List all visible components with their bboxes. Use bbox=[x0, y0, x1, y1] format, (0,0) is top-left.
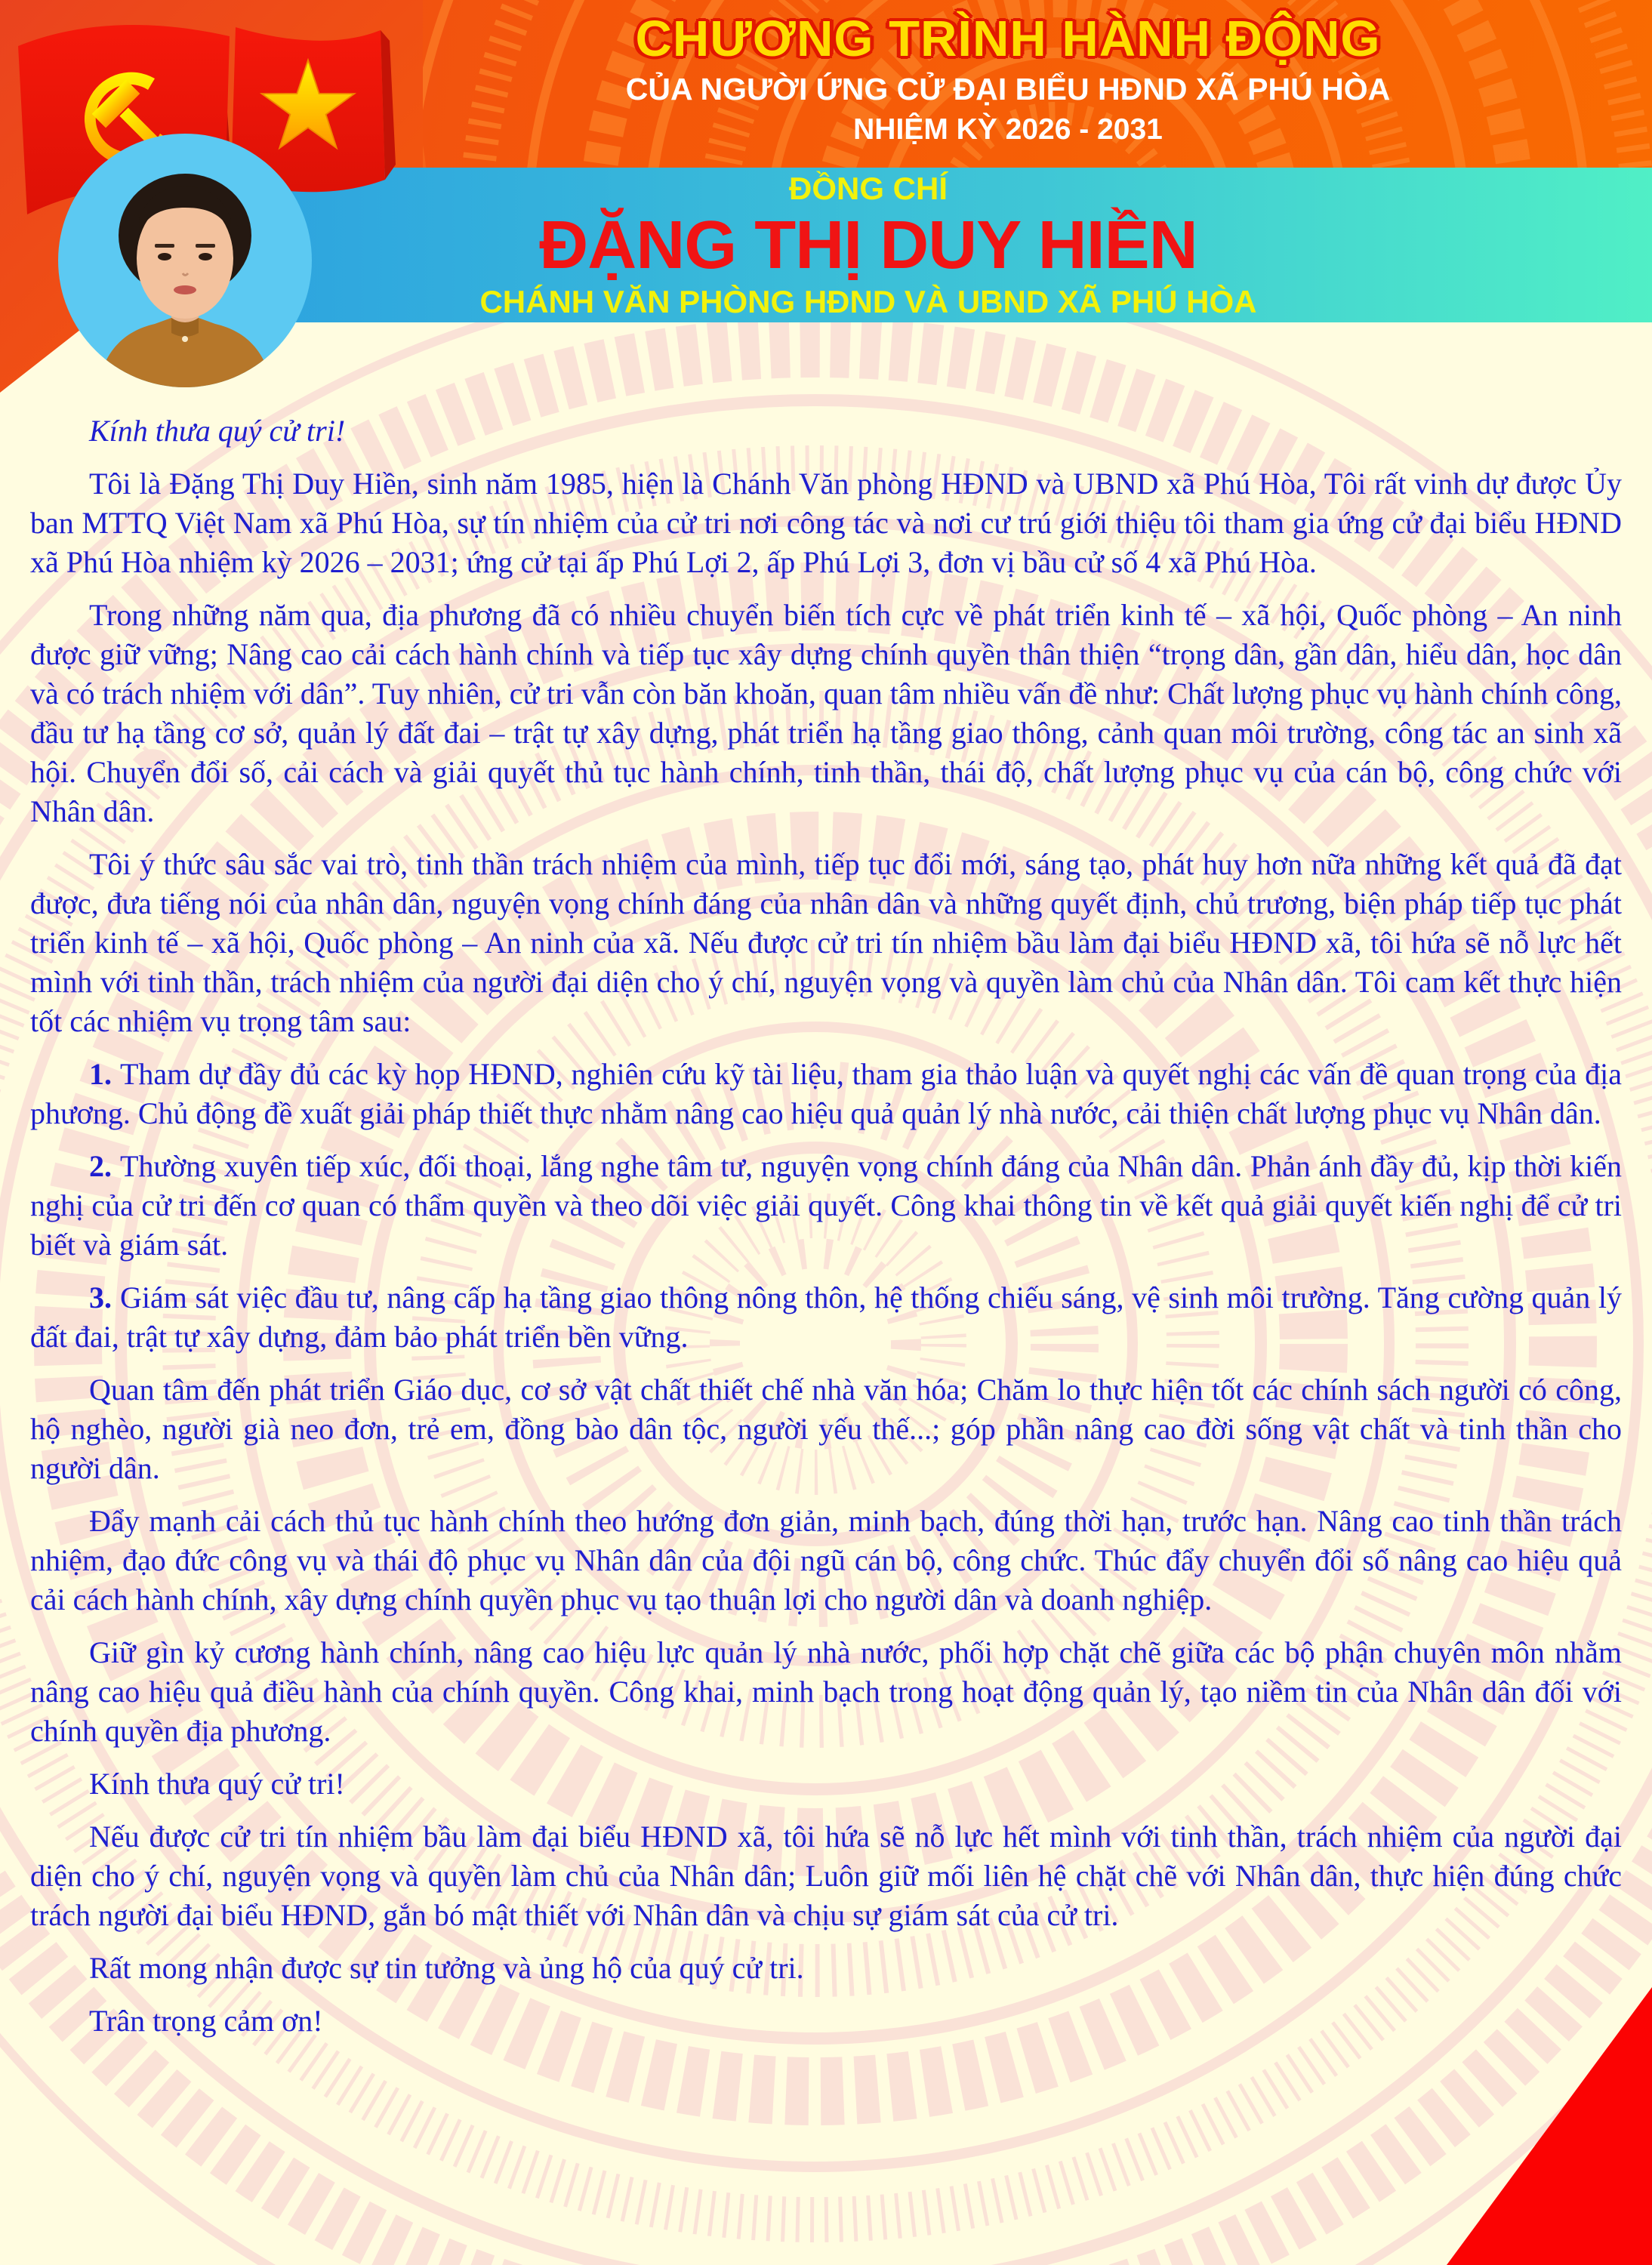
task-item-2: 2. Thường xuyên tiếp xúc, đối thoại, lắng nghe tâm tư, nguyện vọng chính đáng của Nhân dân. Phản ánh đầy đủ, kịp thời kiến nghị của cử tri đến cơ quan có thẩm quyền và theo dõi việc giải quyết. Công khai thông tin về kết quả giải quyết kiến nghị để cử tri biết và giám sát. bbox=[30, 1149, 1622, 1262]
body-text bbox=[30, 411, 1622, 2054]
paragraph-context: Trong những năm qua, địa phương đã có nhiều chuyển biến tích cực về phát triển kinh tế – xã hội, Quốc phòng – An ninh được giữ vững; Nâng cao cải cách hành chính và tiếp tục xây dựng chính quyền thân thiện “trọng dân, gần dân, hiểu dân, học dân và có trách nhiệm với dân”. Tuy nhiên, cử tri vẫn còn băn khoăn, quan tâm nhiều vấn đề như: Chất lượng phục vụ hành chính công, đầu tư hạ tầng cơ sở, quản lý đất đai – trật tự xây dựng, phát triển hạ tầng giao thông, cảnh quan môi trường, công tác an sinh xã hội. Chuyển đổi số, cải cách và giải quyết thủ tục hành chính, tinh thần, thái độ, chất lượng phục vụ của cán bộ, công chức với Nhân dân. bbox=[30, 598, 1622, 828]
candidate-band bbox=[279, 168, 1652, 322]
salutation: Kính thưa quý cử tri! bbox=[89, 414, 346, 448]
term-label: NHIỆM KỲ 2026 - 2031 bbox=[853, 113, 1163, 146]
page-title: CHƯƠNG TRÌNH HÀNH ĐỘNG bbox=[635, 11, 1381, 67]
woman-portrait-icon bbox=[58, 134, 312, 387]
paragraph-discipline: Giữ gìn kỷ cương hành chính, nâng cao hiệu lực quản lý nhà nước, phối hợp chặt chẽ giữa các bộ phận chuyên môn nhằm nâng cao hiệu quả điều hành của chính quyền. Công khai, minh bạch trong hoạt động quản lý, tạo niềm tin của Nhân dân đối với chính quyền địa phương. bbox=[30, 1635, 1622, 1748]
paragraph-intro: Tôi là Đặng Thị Duy Hiền, sinh năm 1985, hiện là Chánh Văn phòng HĐND và UBND xã Phú Hòa, Tôi rất vinh dự được Ủy ban MTTQ Việt Nam xã Phú Hòa, sự tín nhiệm của cử tri nơi công tác và nơi cư trú giới thiệu tôi tham gia ứng cử đại biểu HĐND xã Phú Hòa nhiệm kỳ 2026 – 2031; ứng cử tại ấp Phú Lợi 2, ấp Phú Lợi 3, đơn vị bầu cử số 4 xã Phú Hòa. bbox=[30, 467, 1622, 579]
paragraph-hope: Rất mong nhận được sự tin tưởng và ủng hộ của quý cử tri. bbox=[89, 1951, 804, 1985]
paragraph-admin-reform: Đẩy mạnh cải cách thủ tục hành chính theo hướng đơn giản, minh bạch, đúng thời hạn, trước hạn. Nâng cao tinh thần trách nhiệm, đạo đức công vụ và thái độ phục vụ Nhân dân của đội ngũ cán bộ, công chức. Thúc đẩy chuyển đổi số nâng cao hiệu quả cải cách hành chính, xây dựng chính quyền phục vụ tạo thuận lợi cho người dân và doanh nghiệp. bbox=[30, 1504, 1622, 1616]
paragraph-commitment: Tôi ý thức sâu sắc vai trò, tinh thần trách nhiệm của mình, tiếp tục đổi mới, sáng tạo, phát huy hơn nữa những kết quả đã đạt được, đưa tiếng nói của nhân dân, nguyện vọng chính đáng của nhân dân và những quyết định, chủ trương, biện pháp tiếp tục phát triển kinh tế – xã hội, Quốc phòng – An ninh của xã. Nếu được cử tri tín nhiệm bầu làm đại biểu HĐND xã, tôi hứa sẽ nỗ lực hết mình với tinh thần, trách nhiệm của người đại diện cho ý chí, nguyện vọng và quyền làm chủ của Nhân dân. Tôi cam kết thực hiện tốt các nhiệm vụ trọng tâm sau: bbox=[30, 847, 1622, 1038]
paragraph-welfare: Quan tâm đến phát triển Giáo dục, cơ sở vật chất thiết chế nhà văn hóa; Chăm lo thực hiện tốt các chính sách người có công, hộ nghèo, người già neo đơn, trẻ em, đồng bào dân tộc, người yếu thế...; góp phần nâng cao đời sống vật chất và tinh thần cho người dân. bbox=[30, 1373, 1622, 1485]
salutation-2: Kính thưa quý cử tri! bbox=[89, 1767, 345, 1801]
task-item-1: 1. Tham dự đầy đủ các kỳ họp HĐND, nghiên cứu kỹ tài liệu, tham gia thảo luận và quyết nghị các vấn đề quan trọng của địa phương. Chủ động đề xuất giải pháp thiết thực nhằm nâng cao hiệu quả quản lý nhà nước, cải thiện chất lượng phục vụ Nhân dân. bbox=[30, 1057, 1622, 1130]
paragraph-thanks: Trân trọng cảm ơn! bbox=[89, 2004, 323, 2038]
paragraph-pledge: Nếu được cử tri tín nhiệm bầu làm đại biểu HĐND xã, tôi hứa sẽ nỗ lực hết mình với tinh thần, trách nhiệm của người đại diện cho ý chí, nguyện vọng và quyền làm chủ của Nhân dân; Luôn giữ mối liên hệ chặt chẽ với Nhân dân, thực hiện đúng chức trách người đại biểu HĐND, gắn bó mật thiết với Nhân dân và chịu sự giám sát của cử tri. bbox=[30, 1820, 1622, 1932]
page-subtitle: CỦA NGƯỜI ỨNG CỬ ĐẠI BIỂU HĐND XÃ PHÚ HÒA bbox=[625, 72, 1391, 106]
candidate-name: ĐẶNG THỊ DUY HIỀN bbox=[539, 207, 1197, 283]
candidate-position: CHÁNH VĂN PHÒNG HĐND VÀ UBND XÃ PHÚ HÒA bbox=[479, 283, 1257, 319]
task-item-3: 3. Giám sát việc đầu tư, nâng cấp hạ tầng giao thông nông thôn, hệ thống chiếu sáng, vệ sinh môi trường. Tăng cường quản lý đất đai, trật tự xây dựng, đảm bảo phát triển bền vững. bbox=[30, 1280, 1622, 1354]
header-text-block bbox=[559, 11, 1457, 146]
candidate-text-block bbox=[325, 168, 1412, 322]
honorific-label: ĐỒNG CHÍ bbox=[789, 170, 948, 206]
candidate-photo bbox=[58, 134, 312, 387]
